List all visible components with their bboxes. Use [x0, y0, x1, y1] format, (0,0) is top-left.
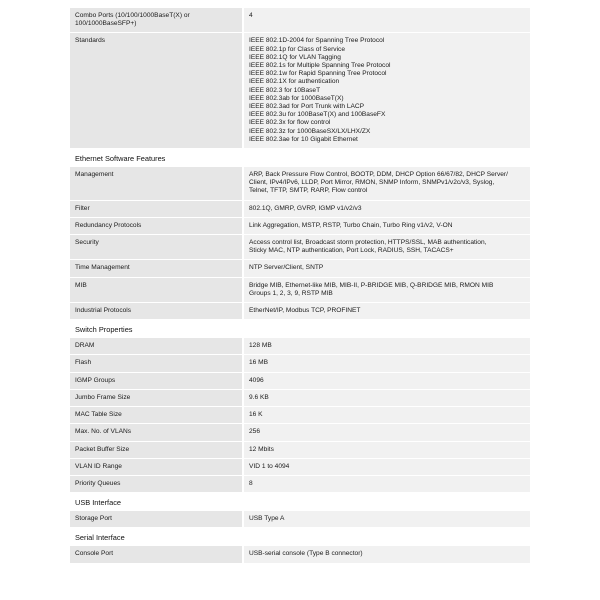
spec-row: [70, 458, 530, 475]
section-title: USB Interface: [70, 493, 530, 511]
spec-value-line: IEEE 802.3x for flow control: [249, 119, 331, 127]
spec-value-line: 16 K: [249, 411, 263, 419]
spec-value: [243, 303, 530, 320]
spec-value-line: IEEE 802.1p for Class of Service: [249, 45, 346, 53]
spec-key: Filter: [70, 200, 243, 217]
spec-value-line: IEEE 802.3 for 10BaseT: [249, 86, 321, 94]
spec-row: [70, 546, 530, 563]
spec-value-line: 4: [249, 12, 253, 19]
section-title: Switch Properties: [70, 320, 530, 338]
spec-row: [70, 475, 530, 492]
spec-value: [243, 441, 530, 458]
spec-value: [243, 407, 530, 424]
spec-row: [70, 355, 530, 372]
spec-value-line: IEEE 802.3ad for Port Trunk with LACP: [249, 103, 365, 111]
spec-value-line: 12 Mbits: [249, 445, 274, 453]
spec-row: [70, 33, 530, 149]
spec-value-line: NTP Server/Client, SNTP: [249, 264, 324, 272]
spec-row: [70, 200, 530, 217]
spec-value-line: 256: [249, 428, 261, 436]
spec-value: [243, 167, 530, 201]
spec-value-line: Telnet, TFTP, SMTP, RARP, Flow control: [249, 187, 368, 195]
spec-key: MAC Table Size: [70, 407, 243, 424]
spec-value-line: IEEE 802.3u for 100BaseT(X) and 100BaseFX: [249, 111, 386, 119]
section-header: [70, 528, 530, 546]
spec-key: Combo Ports (10/100/1000BaseT(X) or 100/1000BaseSFP+): [70, 8, 243, 33]
spec-value: [243, 372, 530, 389]
section-title: Serial Interface: [70, 528, 530, 546]
spec-row: [70, 167, 530, 201]
spec-value-line: 802.1Q, GMRP, GVRP, IGMP v1/v2/v3: [249, 204, 362, 212]
spec-row: [70, 303, 530, 320]
spec-value-line: Client, IPv4/IPv6, LLDP, Port Mirror, RMON, SNMP Inform, SNMPv1/v2c/v3, Syslog,: [249, 179, 495, 187]
spec-value-line: Bridge MIB, Ethernet-like MIB, MIB-II, P-BRIDGE MIB, Q-BRIDGE MIB, RMON MIB: [249, 281, 494, 289]
spec-row: [70, 407, 530, 424]
spec-value-line: IEEE 802.1X for authentication: [249, 78, 340, 86]
spec-value-line: 4096: [249, 376, 264, 384]
spec-row: [70, 235, 530, 260]
spec-value-line: Link Aggregation, MSTP, RSTP, Turbo Chain, Turbo Ring v1/v2, V-ON: [249, 221, 453, 229]
section-header: [70, 493, 530, 511]
spec-key: VLAN ID Range: [70, 458, 243, 475]
spec-value: [243, 546, 530, 563]
spec-value-line: 16 MB: [249, 359, 269, 367]
spec-value: [243, 217, 530, 234]
spec-row: [70, 338, 530, 355]
spec-row: [70, 441, 530, 458]
spec-key: Time Management: [70, 260, 243, 277]
spec-value-line: Sticky MAC, NTP authentication, Port Lock, RADIUS, SSH, TACACS+: [249, 247, 454, 255]
spec-row: [70, 8, 530, 33]
spec-value: [243, 235, 530, 260]
spec-row: [70, 389, 530, 406]
spec-value: [243, 33, 530, 149]
spec-value-line: Access control list, Broadcast storm protection, HTTPS/SSL, MAB authentication,: [249, 239, 487, 247]
spec-value: [243, 458, 530, 475]
spec-key: Management: [70, 167, 243, 201]
section-title: Ethernet Software Features: [70, 149, 530, 167]
spec-key: Jumbo Frame Size: [70, 389, 243, 406]
spec-row: [70, 277, 530, 302]
spec-value-line: IEEE 802.1s for Multiple Spanning Tree Protocol: [249, 62, 391, 70]
spec-key: Packet Buffer Size: [70, 441, 243, 458]
spec-row: [70, 511, 530, 528]
spec-value-line: USB-serial console (Type B connector): [249, 550, 363, 558]
spec-value: [243, 200, 530, 217]
spec-key: Redundancy Protocols: [70, 217, 243, 234]
spec-table-body: [70, 8, 530, 563]
section-header: [70, 149, 530, 167]
spec-key: Standards: [70, 33, 243, 149]
spec-key: Max. No. of VLANs: [70, 424, 243, 441]
spec-value-line: 128 MB: [249, 342, 272, 350]
section-header: [70, 320, 530, 338]
spec-value: [243, 511, 530, 528]
spec-key: DRAM: [70, 338, 243, 355]
spec-value: [243, 424, 530, 441]
spec-value: [243, 338, 530, 355]
spec-sheet: [70, 8, 530, 564]
spec-row: [70, 372, 530, 389]
spec-value-line: IEEE 802.1D-2004 for Spanning Tree Protocol: [249, 37, 385, 45]
spec-value-line: 9.6 KB: [249, 393, 269, 401]
spec-row: [70, 260, 530, 277]
spec-row: [70, 424, 530, 441]
spec-key: MIB: [70, 277, 243, 302]
spec-value: [243, 8, 530, 33]
spec-value-line: Groups 1, 2, 3, 9, RSTP MIB: [249, 289, 333, 297]
spec-value-line: IEEE 802.1Q for VLAN Tagging: [249, 53, 341, 61]
spec-table: [70, 8, 530, 564]
spec-value-line: IEEE 802.3ab for 1000BaseT(X): [249, 94, 344, 102]
spec-value-line: USB Type A: [249, 515, 285, 523]
spec-value-line: VID 1 to 4094: [249, 462, 290, 470]
spec-value-line: IEEE 802.1w for Rapid Spanning Tree Protocol: [249, 70, 387, 78]
spec-key: IGMP Groups: [70, 372, 243, 389]
spec-key: Flash: [70, 355, 243, 372]
spec-value-line: IEEE 802.3ae for 10 Gigabit Ethernet: [249, 135, 358, 143]
spec-key: Industrial Protocols: [70, 303, 243, 320]
spec-value-line: 8: [249, 479, 253, 487]
spec-value: [243, 475, 530, 492]
spec-key: Storage Port: [70, 511, 243, 528]
spec-key: Console Port: [70, 546, 243, 563]
spec-value-line: EtherNet/IP, Modbus TCP, PROFINET: [249, 307, 361, 315]
spec-key: Priority Queues: [70, 475, 243, 492]
spec-value: [243, 260, 530, 277]
spec-key: Security: [70, 235, 243, 260]
spec-row: [70, 217, 530, 234]
spec-value: [243, 355, 530, 372]
spec-value-line: IEEE 802.3z for 1000BaseSX/LX/LHX/ZX: [249, 127, 371, 135]
spec-value: [243, 277, 530, 302]
spec-value-line: ARP, Back Pressure Flow Control, BOOTP, DDM, DHCP Option 66/67/82, DHCP Server/: [249, 171, 508, 179]
spec-value: [243, 389, 530, 406]
